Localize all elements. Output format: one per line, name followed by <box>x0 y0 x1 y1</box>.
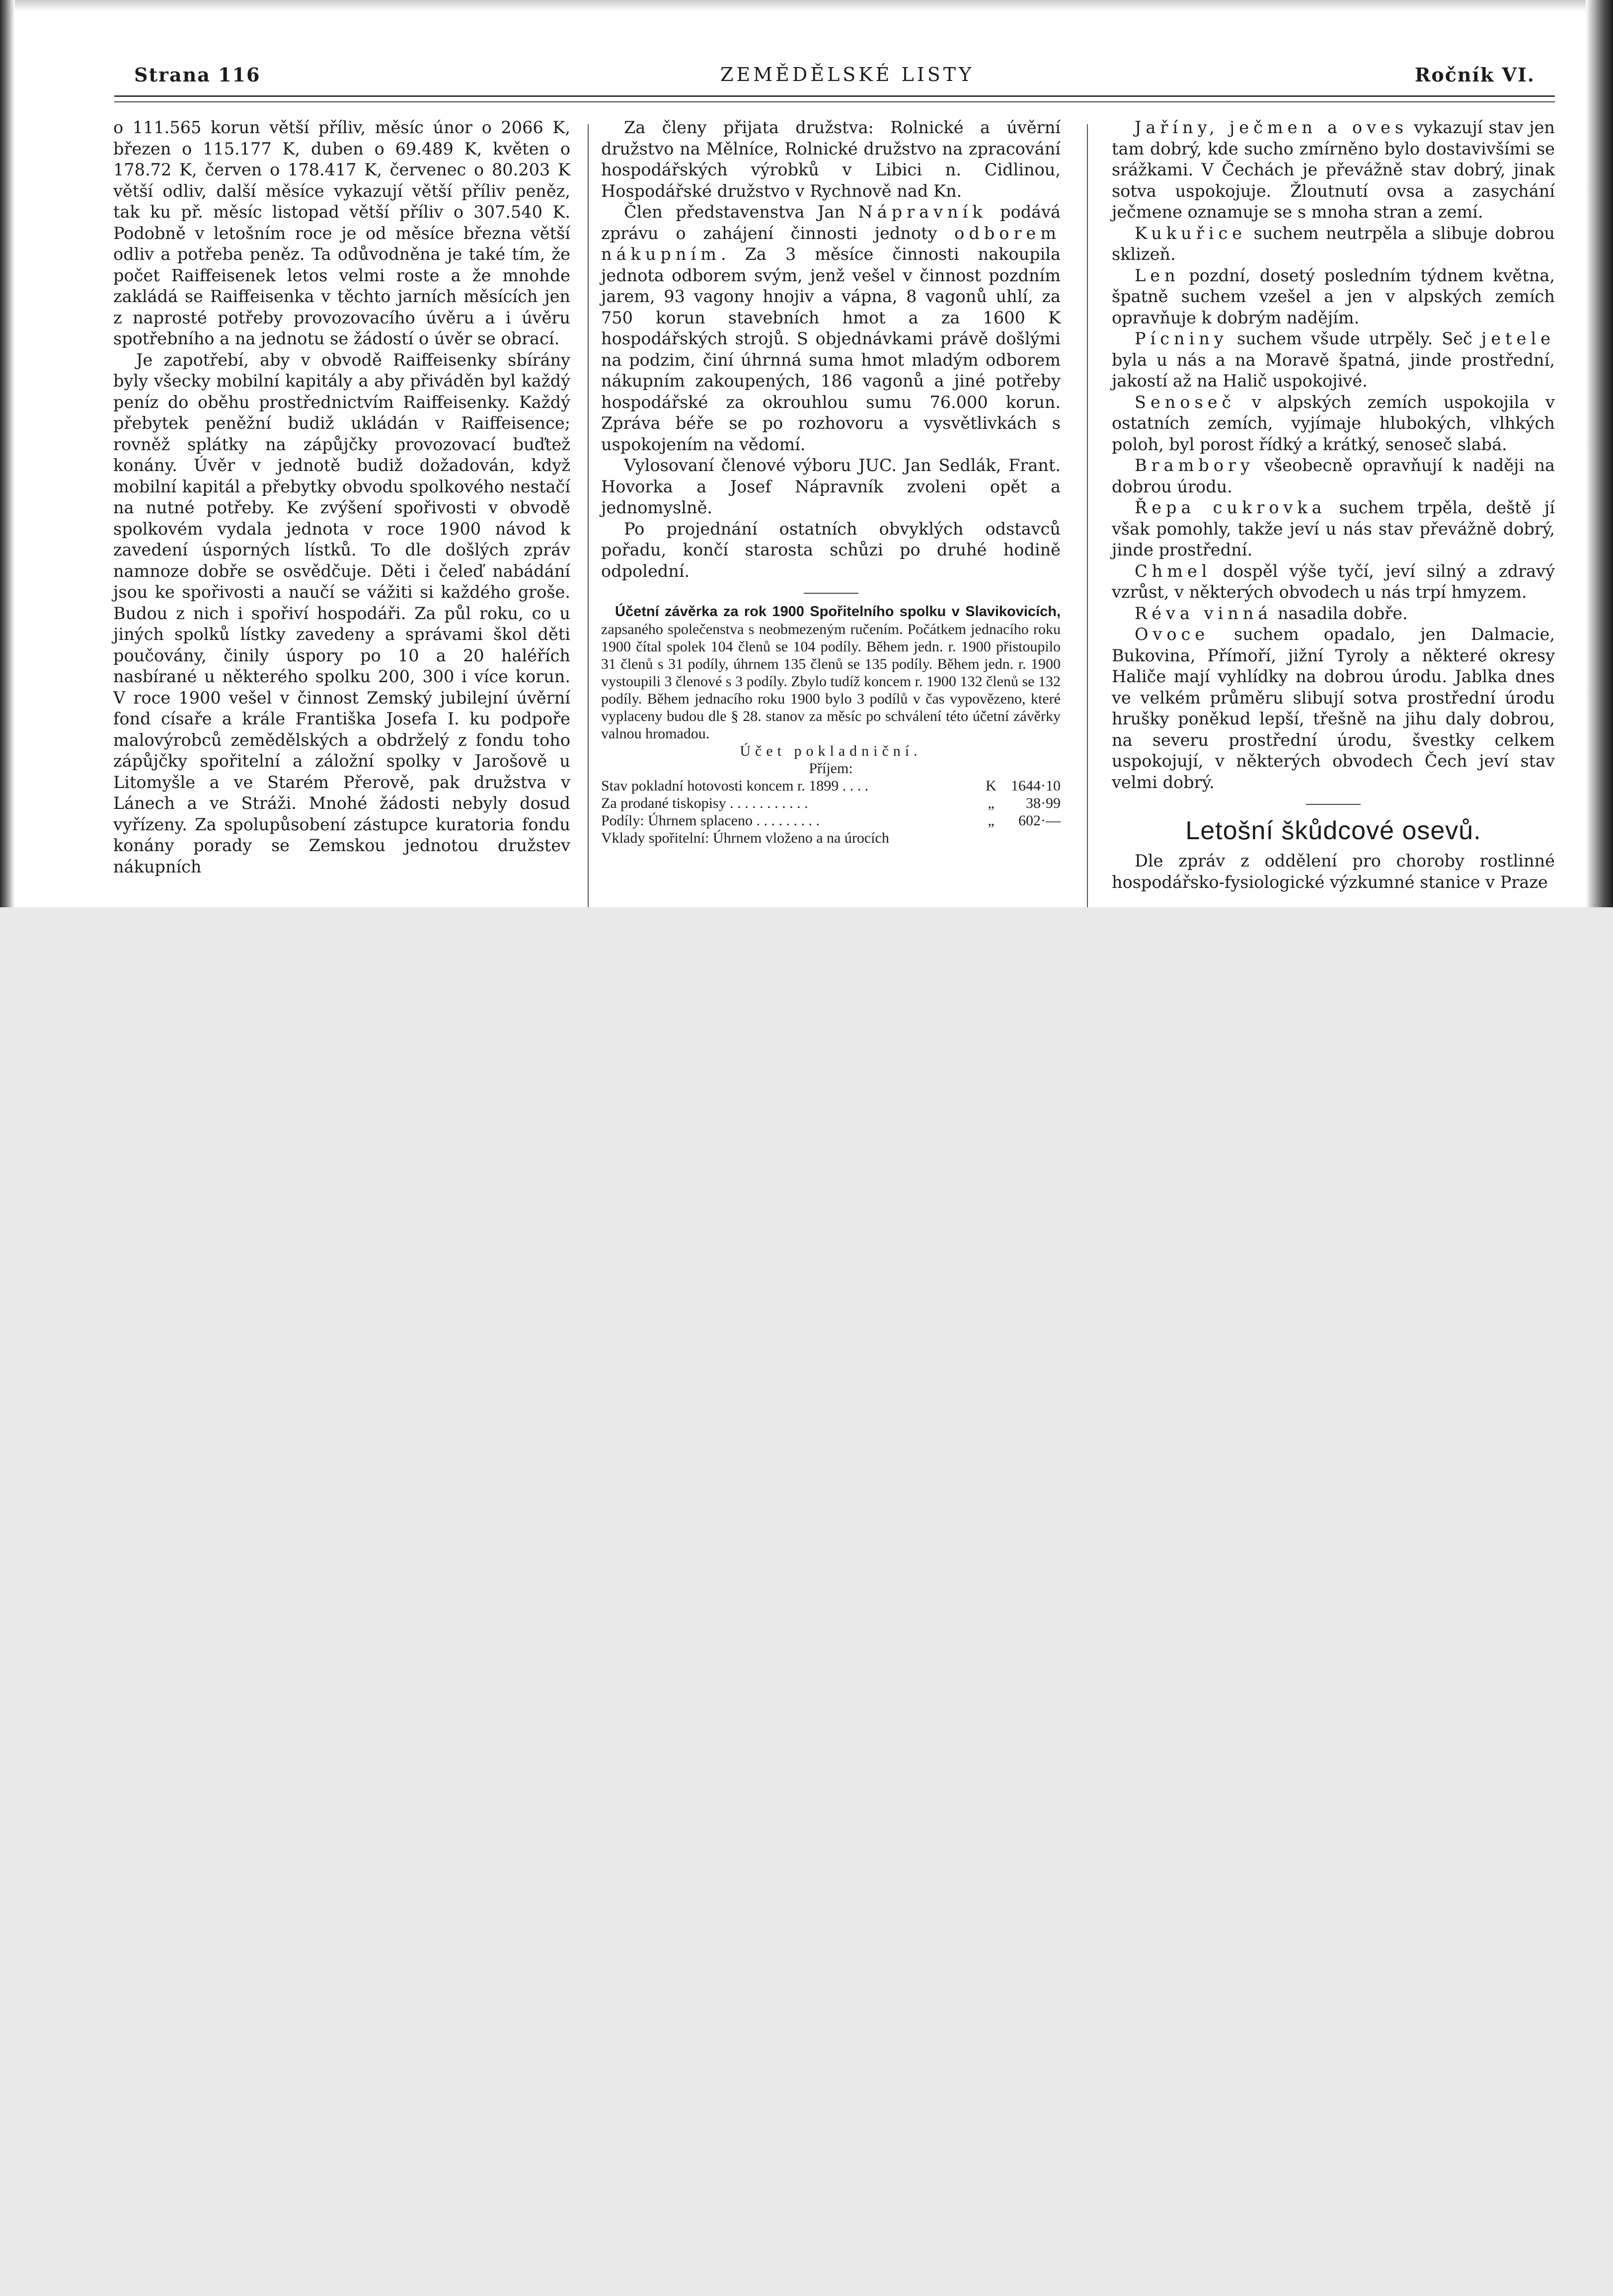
crop-name: Jaříny, ječmen a oves <box>1135 118 1408 137</box>
paragraph: o 111.565 korun větší příliv, měsíc únor o 2066 K, březen o 115.177 K, duben o 69.489 K, květen o 178.72 K, červen o 178.417 K, červenec o 80.203 K větší odliv, další měsíce vykazují větší příliv peněz, tak ku př. měsíc listopad větší příliv o 307.540 K. Podobně v letošním roce je od měsíce března větší odliv a potřeba peněz. Ta odůvodněna je také tím, že počet Raiffeisenek letos velmi roste a že mnohde zakládá se Raiffeisenka v těchto jarních měsících jen z naprosté potřeby provozovacího úvěru a i úvěru spotřebního a na jednotu se žádostí o úvěr se obrací. <box>113 118 570 348</box>
crop-name: Pícniny <box>1135 329 1228 348</box>
accounts-row <box>601 777 1061 794</box>
text-run: pozdní, dosetý posledním týdnem května, špatně suchem vzešel a jen v alpských zemích opravňuje k dobrým nadějím. <box>1112 265 1555 327</box>
text-run: všeobecně opravňují k naději na dobrou úrodu. <box>1112 456 1555 496</box>
section-separator <box>1306 804 1361 805</box>
paragraph: Po projednání ostatních obvyklých odstavců pořadu, končí starosta schůzi po druhé hodině odpolední. <box>601 519 1061 581</box>
emphasis: odborem nákupním <box>601 223 1061 264</box>
paragraph <box>1112 392 1555 456</box>
scan-edge-top <box>0 0 1613 11</box>
paragraph <box>1112 603 1555 625</box>
row-amount: 38·99 <box>1026 795 1061 811</box>
row-currency: „ <box>988 812 995 829</box>
crop-name: Kukuřice <box>1135 223 1247 243</box>
text-run: dospěl výše tyčí, jeví silný a zdravý vzrůst, v některých obvodech u nás trpí hmyzem. <box>1112 561 1555 602</box>
page-number: Strana 116 <box>134 64 261 86</box>
accounts-section <box>601 603 1061 847</box>
page-header <box>134 64 1535 93</box>
scan-edge-left <box>0 0 15 907</box>
volume-number: Ročník VI. <box>1414 64 1535 86</box>
crop-name: Chmel <box>1135 561 1212 581</box>
column-divider-1 <box>588 124 589 907</box>
text-run: v alpských zemích uspokojila v ostatních zemích, vyjímaje hlubokých, vlhkých poloh, byl porost řídký a krátký, senoseč slabá. <box>1112 392 1555 454</box>
row-currency <box>981 829 1001 847</box>
row-label: Stav pokladní hotovosti koncem r. 1899 . . . . <box>601 778 869 794</box>
header-rule <box>114 95 1555 102</box>
paragraph <box>1112 117 1555 223</box>
text-run: suchem opadalo, jen Dalmacie, Bukovina, Přímoří, jižní Tyroly a některé okresy Haliče mají vyhlídky na dobrou úrodu. Jablka dnes ve velkém průměru slibují sotva prostřední úrodu hrušky poněkud lepší, třešně na jihu daly dobrou, na severu prostřední úrodu, švestky celkem uspokojují, v některých obvodech Čech jeví stav velmi dobrý. <box>1112 625 1555 792</box>
row-amount: 1644·10 <box>1011 778 1061 794</box>
row-currency: „ <box>988 795 995 811</box>
paragraph: Za členy přijata družstva: Rolnické a úvěrní družstvo na Mělníce, Rolnické družstvo na zpracování hospodářských výrobků v Libici n. Cidlinou, Hospodářské družstvo v Rychnově nad Kn. <box>601 118 1061 201</box>
text-run: Člen představenstva Jan <box>624 202 858 222</box>
article-heading: Letošní škůdcové osevů. <box>1185 816 1481 845</box>
row-currency: K <box>986 778 997 794</box>
row-amount: 602·— <box>1018 812 1061 829</box>
column-divider-2 <box>1087 124 1088 907</box>
text-run: . Za 3 měsíce činnosti nakoupila jednota odborem svým, jenž vešel v činnost pozdním jarem, 93 vagony hnojiv a vápna, 8 vagonů uhlí, za 750 korun stavebních hmot a za 1600 K hospodářských strojů. S objednávkami právě došlými na podzim, činí úhrnná suma hmot mladým odborem nákupním zakoupených, 186 vagonů a jiné potřeby hospodářské za okrouhlou sumu 76.000 korun. Zpráva béře se po rozhovoru a vysvětlivkách s uspokojením na vědomí. <box>601 244 1061 454</box>
accounts-intro <box>601 603 1061 742</box>
paragraph <box>601 202 1061 455</box>
paragraph <box>1112 497 1555 561</box>
text-run: suchem trpěla, deště jí však pomohly, takže jeví u nás stav převážně dobrý, jinde prostřední. <box>1112 498 1555 559</box>
text-run: suchem neutrpěla a slibuje dobrou sklizeň. <box>1112 223 1555 264</box>
accounts-row <box>601 829 1061 847</box>
accounts-title: Účetní závěrka za rok 1900 Spořitelního spolku v Slavikovicích, <box>615 604 1061 620</box>
accounts-text: zapsaného společenstva s neobmezeným ručením. Počátkem jednacího roku 1900 čítal spolek 104 členů se 104 podíly. Během jedn. r. 1900 přistoupilo 31 členů s 31 podíly, úhrnem 135 členů se 135 podíly. Během jedn. r. 1900 vystoupili 3 členové s 3 podíly. Zbylo tudíž koncem r. 1900 132 členů se 132 podíly. Během jednacího roku 1900 bylo 3 podílů v čas vypovězeno, které vyplaceny budou dle § 28. stanov za měsíc po schválení této účetní závěrky valnou hromadou. <box>601 621 1061 742</box>
row-label: Za prodané tiskopisy . . . . . . . . . . . <box>601 795 808 811</box>
crop-name: jetele <box>1481 329 1555 348</box>
crop-name: Ovoce <box>1135 625 1210 644</box>
paragraph <box>1112 455 1555 497</box>
column-left <box>113 117 570 877</box>
accounts-row <box>601 812 1061 829</box>
paragraph <box>1112 265 1555 329</box>
section-separator <box>804 593 858 594</box>
text-run: nasadila dobře. <box>1272 603 1408 623</box>
paragraph <box>1112 328 1555 392</box>
column-middle <box>601 117 1061 847</box>
paragraph: Dle zpráv z oddělení pro choroby rostlinné hospodářsko-fysiologické výzkumné stanice v Praze <box>1112 851 1555 892</box>
publication-title: ZEMĚDĚLSKÉ LISTY <box>720 64 975 85</box>
text-run: vykazují stav jen tam dobrý, kde sucho zmírněno bylo dostavivšími se srážkami. V Čechách je převážně stav dobrý, jinak sotva uspokojuje. Žloutnutí ovsa a zasychání ječmene oznamuje se s mnoha stran a zemí. <box>1112 118 1555 222</box>
crop-name: Senoseč <box>1135 392 1236 412</box>
accounts-subheading: Příjem: <box>809 760 853 777</box>
text-run: suchem všude utrpěly. Seč <box>1228 329 1481 348</box>
paragraph <box>1112 223 1555 265</box>
text-run: podává zprávu o zahájení činnosti jednoty <box>601 202 1061 243</box>
row-amount <box>1001 829 1061 847</box>
row-label: Vklady spořitelní: Úhrnem vloženo a na úrocích <box>601 830 889 846</box>
newspaper-page <box>0 0 1613 907</box>
crop-name: Réva vinná <box>1135 603 1273 623</box>
crop-name: Řepa cukrovka <box>1135 498 1326 517</box>
crop-name: Len <box>1135 265 1180 285</box>
scan-edge-right <box>1586 0 1613 907</box>
accounts-row <box>601 794 1061 812</box>
paragraph: Je zapotřebí, aby v obvodě Raiffeisenky sbírány byly všecky mobilní kapitály a aby přiváděn byl každý peníz do oběhu prostřednictvím Raiffeisenky. Každý přebytek peněžní budiž ukládán v Raiffeisence; rovněž splátky na zápůjčky provozovací buďtež konány. Úvěr v jednotě budiž dožadován, když mobilní kapitál a přebytky obvodu spolkového nestačí na nutné potřeby. Ke zvýšení spořivosti v obvodě spolkovém vydala jednota v roce 1900 návod k zavedení úsporných lístků. To dle došlých zpráv namnoze dobře se osvědčuje. Děti i čeleď nabádání jsou ke spořivosti a naučí se vážiti si každého groše. Budou z nich i spořiví hospodáři. Za půl roku, co u jiných spolků lístky zavedeny a správami škol děti poučovány, činily úspory po 10 a 20 haléřích nasbírané u některého spolku 200, 300 i více korun. V roce 1900 vešel v činnost Zemský jubilejní úvěrní fond císaře a krále Františka Josefa I. ku podpoře malovýrobců zemědělských a obdrželý z fondu toho zápůjčky spořitelní a záložní spolky v Jarošově u Litomyšle a ve Starém Přerově, pak družstva v Lánech a ve Stráži. Mnohé žádosti nebyly dosud vyřízeny. Za spolupůsobení zástupce kuratoria fondu konány porady se Zemskou jednotou družstev nákupních <box>113 350 570 876</box>
accounts-heading: Účet pokladniční. <box>740 743 922 759</box>
paragraph: Vylosovaní členové výboru JUC. Jan Sedlák, Frant. Hovorka a Josef Nápravník zvoleni opět a jednomyslně. <box>601 456 1061 517</box>
person-name: Nápravník <box>858 202 987 222</box>
crop-name: Brambory <box>1135 456 1254 475</box>
column-right <box>1112 117 1555 893</box>
paragraph <box>1112 561 1555 603</box>
text-run: byla u nás a na Moravě špatná, jinde prostřední, jakostí až na Halič uspokojivé. <box>1112 350 1555 391</box>
row-label: Podíly: Úhrnem splaceno . . . . . . . . . <box>601 812 820 829</box>
paragraph <box>1112 624 1555 793</box>
